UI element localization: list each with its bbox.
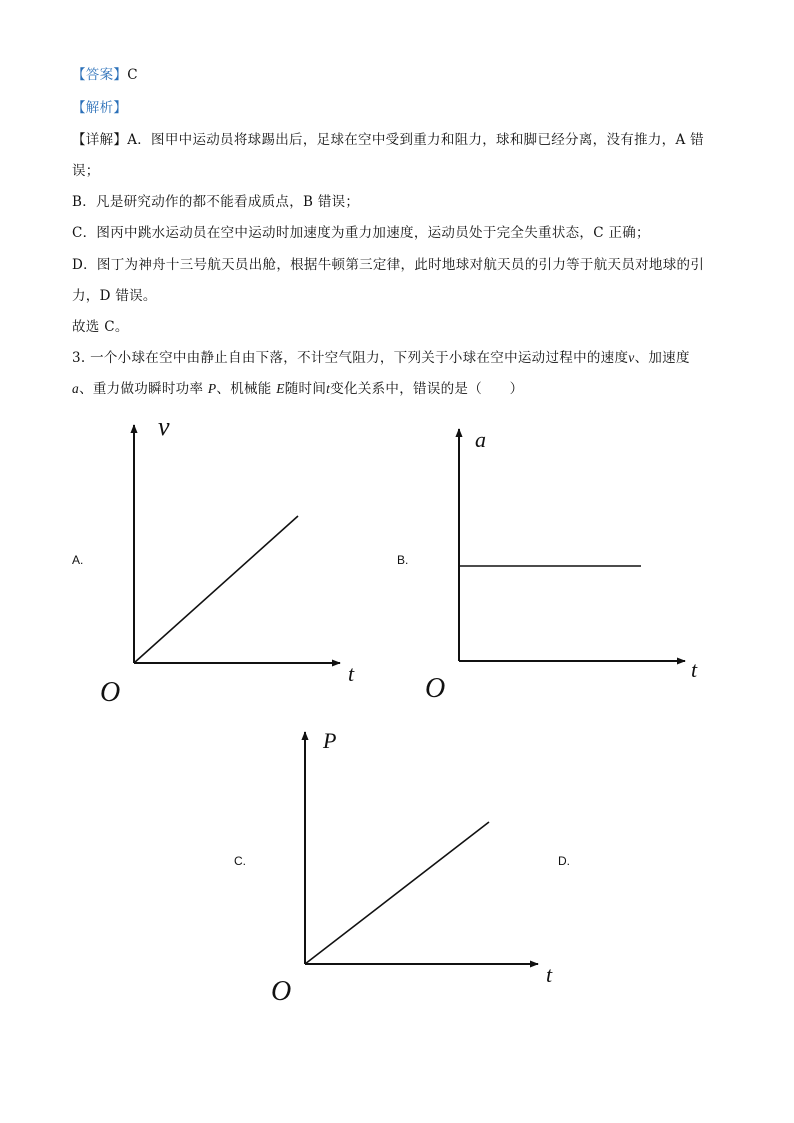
question-text-2a: 、重力做功瞬时功率 (79, 381, 208, 397)
analysis-label: 【解析】 (72, 100, 128, 116)
detail-line-4: C．图丙中跳水运动员在空中运动时加速度为重力加速度，运动员处于完全失重状态，C 正确； (72, 225, 650, 241)
var-P: P (207, 381, 217, 396)
question-text-2b: 、机械能 (216, 381, 277, 397)
graph-c-x-label: t (546, 962, 553, 987)
detail-line-6: 力，D 错误。 (72, 288, 157, 304)
graph-a-data-line (134, 516, 298, 663)
answer-label: 【答案】 (72, 67, 128, 83)
graph-c-origin-label: O (271, 976, 292, 1007)
graph-c-data-line (305, 822, 489, 964)
answer-value: C (127, 67, 138, 83)
conclusion-line: 故选 C。 (72, 319, 129, 335)
option-d-label[interactable]: D. (558, 854, 570, 868)
detail-text-1: A．图甲中运动员将球踢出后，足球在空中受到重力和阻力，球和脚已经分离，没有推力，A 错 (127, 132, 704, 148)
question-text-1b: 、加速度 (634, 350, 690, 366)
detail-line-5: D．图丁为神舟十三号航天员出舱，根据牛顿第三定律，此时地球对航天员的引力等于航天员对地球的引 (72, 257, 705, 273)
var-t: t (326, 381, 331, 396)
detail-line-2: 误； (72, 163, 100, 179)
graph-c-y-label: P (323, 728, 337, 753)
graph-b-x-label: t (691, 657, 698, 682)
question-number: 3. (72, 350, 86, 366)
graph-a-origin-label: O (100, 677, 121, 708)
var-v: v (628, 350, 635, 365)
option-a-label[interactable]: A. (72, 553, 84, 567)
option-b-label[interactable]: B. (397, 553, 409, 567)
var-E: E (276, 381, 285, 396)
graph-a-x-label: t (348, 661, 355, 686)
graph-a-y-label: v (158, 412, 170, 441)
option-c-label[interactable]: C. (234, 854, 246, 868)
detail-line-3: B．凡是研究动作的都不能看成质点，B 错误； (72, 194, 360, 210)
graph-b-y-label: a (475, 427, 486, 452)
question-text-2d: 变化关系中，错误的是（ ） (330, 381, 524, 397)
graph-b-origin-label: O (425, 673, 446, 704)
detail-label: 【详解】 (72, 132, 128, 148)
var-a: a (72, 381, 80, 396)
question-text-1a: 一个小球在空中由静止自由下落，不计空气阻力，下列关于小球在空中运动过程中的速度 (90, 350, 629, 366)
question-text-2c: 随时间 (284, 381, 327, 397)
